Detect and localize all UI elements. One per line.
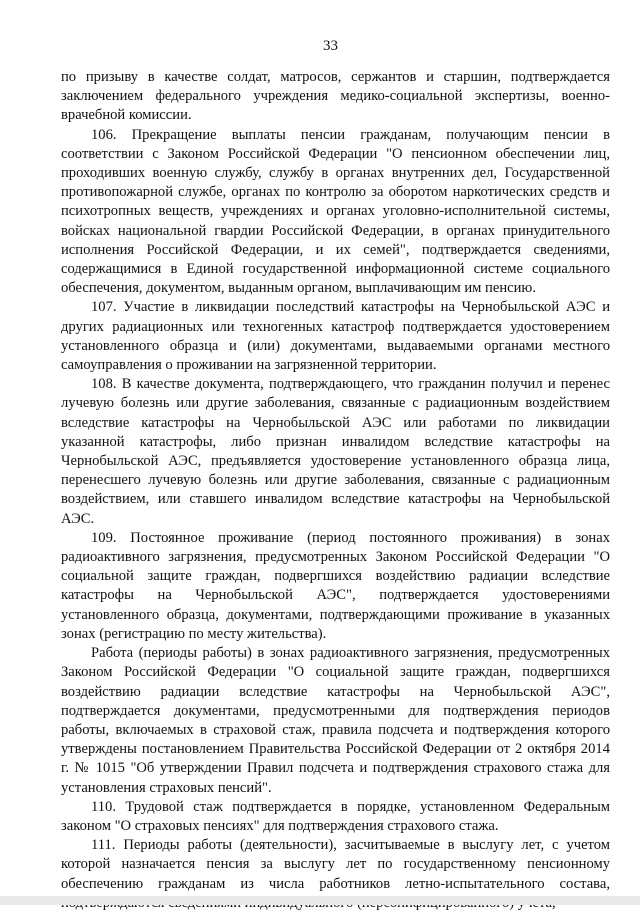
paragraph-108: 108. В качестве документа, подтверждающего, что гражданин получил и перенес лучевую болезнь или другие заболевания, связанные с радиационным воздействием вследствие катастрофы на Чернобыльской АЭС или работами по ликвидации указанной катастрофы, либо признан инвалидом вследствие катастрофы на Чернобыльской АЭС, предъявляется удостоверение установленного образца лица, перенесшего лучевую болезнь или другие заболевания, связанные с радиационным воздействием, или ставшего инвалидом вследствие катастрофы на Чернобыльской АЭС. xyxy=(61,376,610,527)
page-bottom-edge xyxy=(0,896,640,905)
paragraph-109-work: Работа (периоды работы) в зонах радиоактивного загрязнения, предусмотренных Законом Российской Федерации "О социальной защите граждан, подвергшихся воздействию радиации вследствие катастрофы на Чернобыльской АЭС", подтверждается документами, предусмотренными для подтверждения периодов работы, включаемых в страховой стаж, правила подсчета и подтверждения которого утверждены постановлением Правительства Российской Федерации от 2 октября 2014 г. № 1015 "Об утверждении Правил подсчета и подтверждения страхового стажа для установления страховых пенсий". xyxy=(61,645,610,796)
paragraph-106: 106. Прекращение выплаты пенсии гражданам, получающим пенсии в соответствии с Законом Российской Федерации "О пенсионном обеспечении лиц, проходивших военную службу, службу в органах внутренних дел, Государственной противопожарной службе, органах по контролю за оборотом наркотических средств и психотропных веществ, учреждениях и органах уголовно-исполнительной системы, войсках национальной гвардии Российской Федерации, в органах принудительного исполнения Российской Федерации, и их семей", подтверждается сведениями, содержащимися в Единой государственной информационной системе социального обеспечения, документом, выданным органом, выплачивающим им пенсию. xyxy=(61,126,610,297)
page-number: 33 xyxy=(323,38,338,54)
paragraph-110: 110. Трудовой стаж подтверждается в порядке, установленном Федеральным законом "О страховых пенсиях" для подтверждения страхового стажа. xyxy=(61,798,610,834)
paragraph-111: 111. Периоды работы (деятельности), засчитываемые в выслугу лет, с учетом которой назначается пенсия за выслугу лет по государственному пенсионному обеспечению гражданам из числа работников летно-испытательного состава, xyxy=(61,837,610,892)
paragraph-107: 107. Участие в ликвидации последствий катастрофы на Чернобыльской АЭС и других радиационных или техногенных катастроф подтверждается удостоверением установленного образца и (или) документами, выдаваемыми органами местного самоуправления о проживании на загрязненной территории. xyxy=(61,299,610,374)
paragraph-continuation: по призыву в качестве солдат, матросов, сержантов и старшин, подтверждается заключением федерального учреждения медико-социальной экспертизы, военно-врачебной комиссии. xyxy=(61,69,610,124)
paragraph-109: 109. Постоянное проживание (период постоянного проживания) в зонах радиоактивного загрязнения, предусмотренных Законом Российской Федерации "О социальной защите граждан, подвергшихся воздействию радиации вследствие катастрофы на Чернобыльской АЭС", подтверждается удостоверениями установленного образца, документами, подтверждающими проживание в указанных зонах (регистрацию по месту жительства). xyxy=(61,529,610,642)
